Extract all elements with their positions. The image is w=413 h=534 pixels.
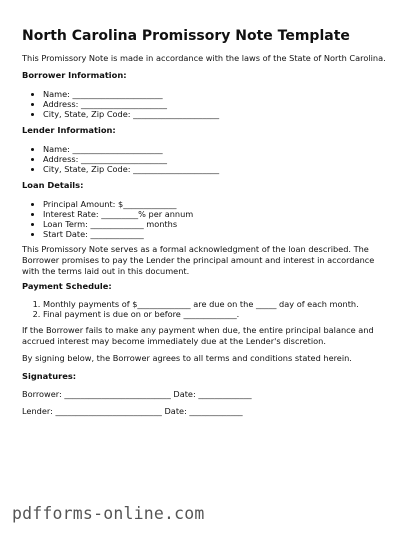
footer-watermark: pdfforms-online.com: [12, 504, 205, 523]
borrower-name-field: • Name: ______________________: [43, 89, 219, 99]
lender-city-field: • City, State, Zip Code: _____________________: [43, 164, 219, 174]
principal-amount-field: • Principal Amount: $_____________: [43, 199, 193, 209]
borrower-city-field: • City, State, Zip Code: _____________________: [43, 109, 219, 119]
lender-name-field: • Name: ______________________: [43, 144, 219, 154]
final-payment-item: 2. Final payment is due on or before _____________.: [43, 309, 359, 319]
lender-info-heading: Lender Information:: [22, 125, 116, 135]
acknowledgment-paragraph: [22, 244, 374, 277]
loan-details-heading: Loan Details:: [22, 180, 84, 190]
payment-schedule-heading: Payment Schedule:: [22, 281, 112, 291]
payment-schedule-list: [22, 299, 359, 319]
intro-paragraph: This Promissory Note is made in accordance with the laws of the State of North Carolina.: [22, 53, 386, 63]
lender-address-field: • Address: _____________________: [43, 154, 219, 164]
acknowledgment-line: Borrower promises to pay the Lender the principal amount and interest in accordance: [22, 255, 375, 265]
signatures-heading: Signatures:: [22, 371, 77, 381]
default-clause-paragraph: [22, 325, 374, 347]
interest-rate-field: • Interest Rate: _________% per annum: [43, 209, 193, 219]
loan-term-field: • Loan Term: _____________ months: [43, 219, 193, 229]
acknowledgment-line: with the terms laid out in this document.: [22, 266, 190, 276]
borrower-address-field: • Address: _____________________: [43, 99, 219, 109]
lender-info-list: [22, 144, 219, 174]
borrower-info-list: [22, 89, 219, 119]
start-date-field: • Start Date: _____________: [43, 229, 193, 239]
lender-signature-line: Lender: __________________________ Date: _____________: [22, 406, 243, 416]
borrower-signature-line: Borrower: __________________________ Date: _____________: [22, 389, 252, 399]
acknowledgment-line: This Promissory Note serves as a formal acknowledgment of the loan described. The: [22, 244, 369, 254]
loan-details-list: [22, 199, 193, 239]
document-title: North Carolina Promissory Note Template: [22, 28, 350, 44]
monthly-payment-item: 1. Monthly payments of $_____________ are due on the _____ day of each month.: [43, 299, 359, 309]
borrower-info-heading: Borrower Information:: [22, 70, 127, 80]
default-clause-line: If the Borrower fails to make any payment when due, the entire principal balance and: [22, 325, 374, 335]
default-clause-line: accrued interest may become immediately due at the Lender's discretion.: [22, 336, 326, 346]
agreement-paragraph: By signing below, the Borrower agrees to all terms and conditions stated herein.: [22, 353, 352, 363]
